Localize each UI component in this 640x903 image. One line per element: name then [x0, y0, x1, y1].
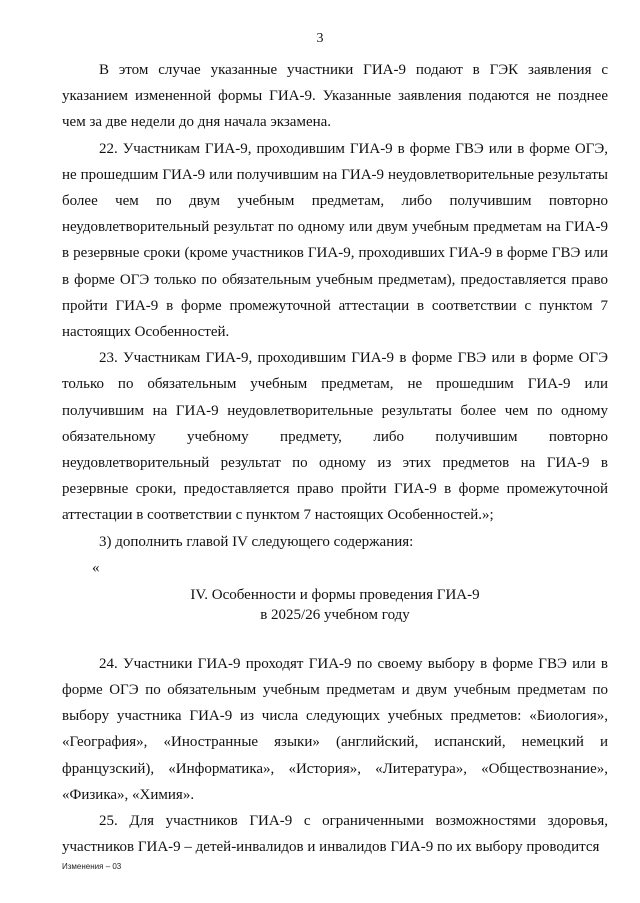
paragraph-22: 22. Участникам ГИА-9, проходившим ГИА-9 в форме ГВЭ или в форме ОГЭ, не прошедшим ГИА-9 или получившим на ГИА-9 неудовлетворительные результаты более чем по двум учебным предметам, либо получившим повторно неудовлетворительный результат по одному или двум учебным предметам на ГИА-9 в резервные сроки (кроме участников ГИА-9, проходивших ГИА-9 в форме ГВЭ или в форме ОГЭ только по обязательным учебным предметам), предоставляется право пройти ГИА-9 в форме промежуточной аттестации в соответствии с пунктом 7 настоящих Особенностей.	[62, 140, 608, 341]
chapter-heading-line2: в 2025/26 учебном году	[260, 606, 410, 623]
paragraph-24: 24. Участники ГИА-9 проходят ГИА-9 по своему выбору в форме ГВЭ или в форме ОГЭ по обязательным учебным предметам и двум учебным предметам по выбору участника ГИА-9 из числа следующих учебных предметов: «Биология», «География», «Иностранные языки» (английский, испанский, немецкий и французский), «Информатика», «История», «Литература», «Обществознание», «Физика», «Химия».	[62, 655, 608, 803]
paragraph-23: 23. Участникам ГИА-9, проходившим ГИА-9 в форме ГВЭ или в форме ОГЭ только по обязательным учебным предметам, не прошедшим ГИА-9 или получившим на ГИА-9 неудовлетворительные результаты более чем по одному обязательному учебному предмету, либо получившим повторно неудовлетворительный результат по одному из этих предметов на ГИА-9 в резервные сроки, предоставляется право пройти ГИА-9 в форме промежуточной аттестации в соответствии с пунктом 7 настоящих Особенностей.»;	[62, 350, 608, 524]
paragraph-25: 25. Для участников ГИА-9 с ограниченными возможностями здоровья, участников ГИА-9 – детей-инвалидов и инвалидов ГИА-9 по их выбору проводится	[62, 813, 608, 856]
paragraph: В этом случае указанные участники ГИА-9 подают в ГЭК заявления с указанием измененной формы ГИА-9. Указанные заявления подаются не позднее чем за две недели до дня начала экзамена.	[62, 62, 608, 131]
document-body	[62, 57, 608, 860]
footer-note: Изменения – 03	[62, 862, 122, 871]
opening-quote: «	[92, 559, 100, 576]
amendment-instruction: 3) дополнить главой IV следующего содержания:	[99, 533, 414, 550]
chapter-heading	[62, 585, 608, 625]
chapter-heading-line1: IV. Особенности и формы проведения ГИА-9	[190, 586, 480, 603]
page-number: 3	[316, 31, 324, 46]
